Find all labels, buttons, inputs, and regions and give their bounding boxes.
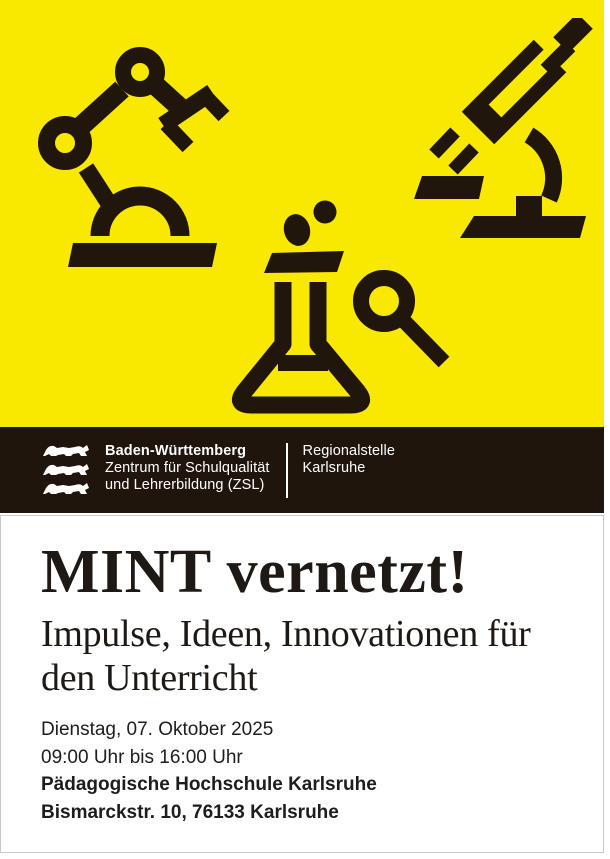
regional-office-block: [303, 443, 396, 477]
org-subline: und Lehrerbildung (ZSL): [105, 476, 265, 493]
page-title: MINT vernetzt!: [41, 538, 469, 606]
robot-arm-icon: [20, 40, 240, 270]
org-subline: Zentrum für Schulqualität: [105, 459, 270, 476]
event-venue: Pädagogische Hochschule Karlsruhe: [41, 774, 377, 795]
subtitle-line: den Unterricht: [41, 656, 258, 699]
regional-office-city: Karlsruhe: [302, 459, 366, 476]
page-subtitle: [41, 613, 569, 700]
org-banner: [0, 427, 604, 513]
org-name: Baden-Württemberg: [105, 442, 247, 459]
bw-coat-of-arms-icon: [42, 444, 92, 496]
regional-office-label: Regionalstelle: [302, 442, 395, 459]
content-section: [0, 515, 604, 853]
event-date: Dienstag, 07. Oktober 2025: [41, 719, 274, 740]
org-name-block: [105, 443, 270, 494]
flask-magnifier-icon: [222, 196, 467, 426]
subtitle-line: Impulse, Ideen, Innovationen für: [41, 613, 531, 655]
event-details: [41, 716, 569, 826]
banner-divider: [286, 443, 288, 498]
event-address: Bismarckstr. 10, 76133 Karlsruhe: [41, 801, 339, 823]
event-time: 09:00 Uhr bis 16:00 Uhr: [41, 746, 243, 768]
hero-section: [0, 0, 604, 427]
